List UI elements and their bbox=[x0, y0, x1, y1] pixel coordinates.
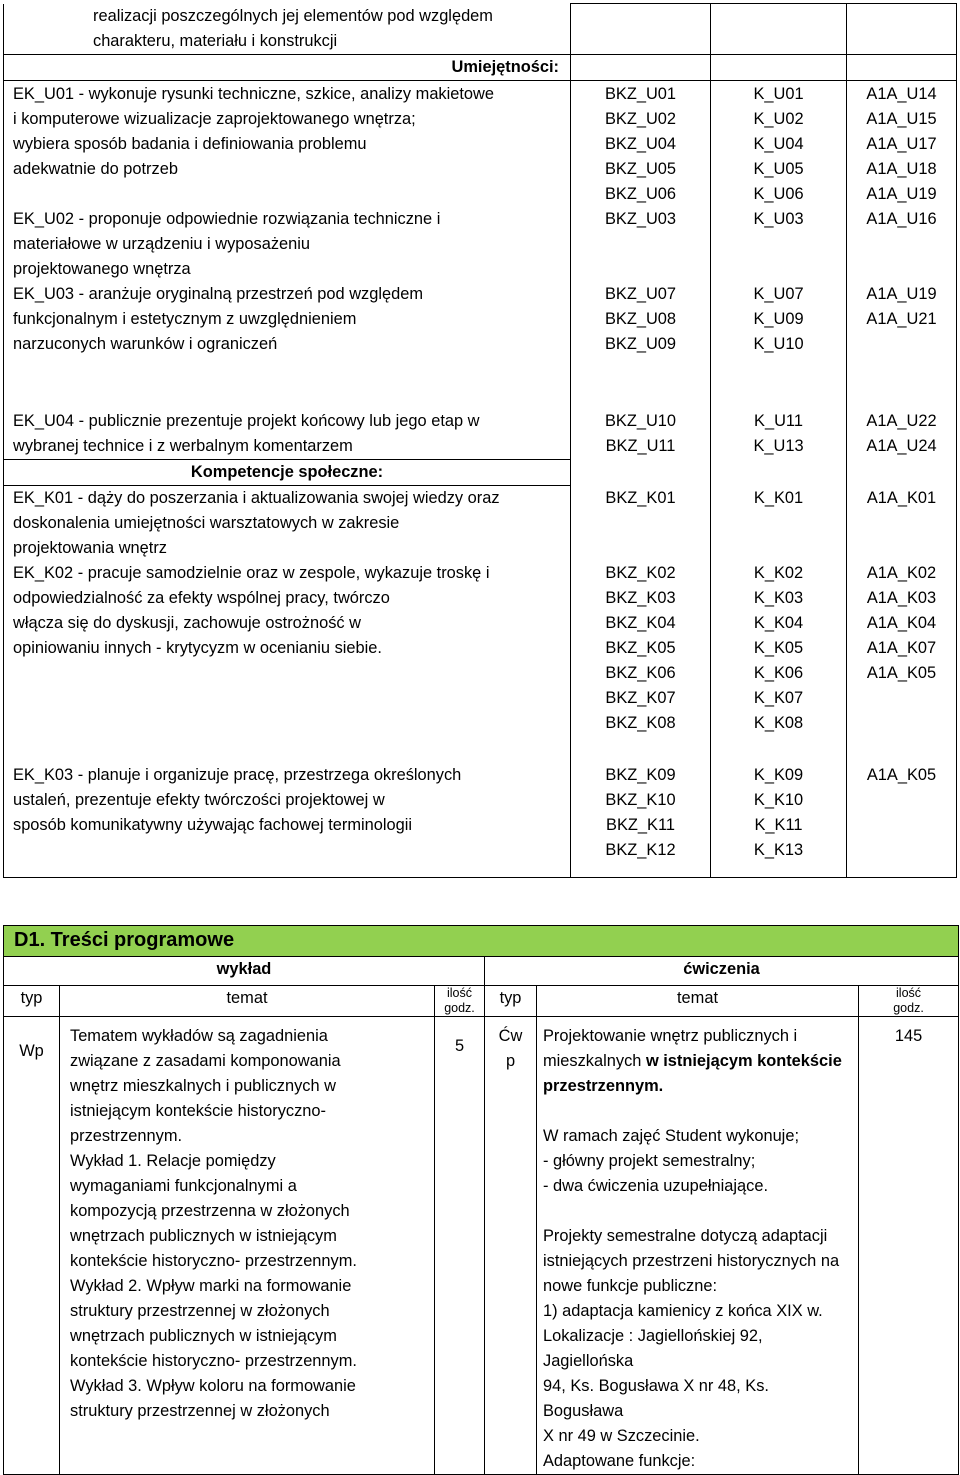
spacer bbox=[571, 232, 710, 257]
spacer bbox=[847, 511, 956, 536]
a1a-code: A1A_K03 bbox=[866, 588, 937, 607]
bkz-code: BKZ_K11 bbox=[606, 815, 675, 834]
a1a-code: A1A_U19 bbox=[866, 285, 937, 303]
a1a-codes bbox=[847, 82, 956, 455]
description-line: projektowanego wnętrza bbox=[13, 260, 191, 278]
exercise-line: Projekty semestralne dotyczą adaptacji bbox=[543, 1227, 828, 1245]
exercise-text-bold: w istniejącym kontekście bbox=[645, 1052, 842, 1070]
skills-heading: Umiejętności: bbox=[4, 55, 571, 81]
k-code: K_U02 bbox=[753, 110, 804, 128]
outcome-text: pracuje samodzielnie oraz w zespole, wykazuje troskę i bbox=[83, 564, 490, 582]
lecture-line: Tematem wykładów są zagadnienia bbox=[70, 1027, 328, 1045]
exercise-text: mieszkalnych bbox=[543, 1052, 646, 1070]
spacer bbox=[4, 357, 570, 409]
spacer bbox=[93, 182, 564, 207]
outcome-description-group bbox=[4, 81, 571, 460]
outcome-code: EK_K01 - bbox=[13, 489, 84, 507]
section-title: D1. Treści programowe bbox=[4, 926, 959, 957]
bkz-code: BKZ_K06 bbox=[605, 663, 676, 682]
lecture-line: struktury przestrzennej w złożonych bbox=[70, 1402, 330, 1420]
k-code: K_K13 bbox=[753, 840, 804, 859]
spacer bbox=[847, 357, 956, 409]
spacer bbox=[571, 863, 710, 877]
exercise-type bbox=[485, 1017, 537, 1475]
exercise-topic bbox=[537, 1017, 859, 1475]
table-row bbox=[4, 55, 957, 81]
outcome-description bbox=[4, 561, 570, 736]
lecture-lines bbox=[70, 1024, 428, 1424]
outcome-description bbox=[4, 763, 570, 863]
bkz-code: BKZ_U04 bbox=[604, 135, 677, 153]
outcome-code: EK_K02 - bbox=[13, 564, 84, 582]
empty-cell bbox=[711, 460, 847, 486]
description-line bbox=[13, 763, 564, 788]
col-type: typ bbox=[4, 986, 60, 1017]
a1a-code: A1A_K05 bbox=[866, 765, 937, 784]
exercise-line: 94, Ks. Bogusława X nr 48, Ks. Bogusława bbox=[543, 1377, 769, 1420]
bkz-code: BKZ_U05 bbox=[604, 160, 677, 178]
exercise-block bbox=[543, 1224, 852, 1474]
spacer bbox=[93, 711, 564, 736]
bkz-code: BKZ_K09 bbox=[605, 765, 676, 784]
exercise-block bbox=[543, 1124, 852, 1199]
spacer bbox=[571, 536, 710, 561]
spacer bbox=[543, 1199, 852, 1224]
a1a-code: A1A_U24 bbox=[866, 437, 937, 455]
a1a-code: A1A_U19 bbox=[866, 185, 937, 203]
k-code: K_K09 bbox=[753, 765, 804, 784]
bkz-code: BKZ_U11 bbox=[605, 437, 676, 455]
spacer bbox=[847, 863, 956, 877]
exercise-line: - dwa ćwiczenia uzupełniające. bbox=[543, 1177, 769, 1195]
k-code: K_U04 bbox=[753, 135, 804, 153]
lecture-line: istniejącym kontekście historyczno- bbox=[70, 1102, 326, 1120]
a1a-codes-column bbox=[847, 81, 957, 460]
exercise-line: przestrzennym. bbox=[543, 1077, 664, 1095]
outcome-text: proponuje odpowiednie rozwiązania techniczne i bbox=[84, 210, 441, 228]
bkz-codes-column bbox=[571, 486, 711, 878]
table-row bbox=[4, 460, 957, 486]
outcome-description bbox=[4, 486, 570, 561]
bkz-code: BKZ_U09 bbox=[604, 335, 677, 353]
k-code: K_K07 bbox=[753, 688, 804, 707]
description-line: włącza się do dyskusji, zachowuje ostrożność w bbox=[13, 614, 361, 632]
k-code: K_K11 bbox=[754, 815, 803, 834]
outcome-code: EK_U03 - bbox=[13, 285, 85, 303]
exercise-line: istniejących przestrzeni historycznych na bbox=[543, 1252, 840, 1270]
description-line bbox=[13, 82, 564, 107]
outcome-code: EK_U01 - bbox=[13, 85, 85, 103]
description-line: funkcjonalnym i estetycznym z uwzględnieniem bbox=[13, 310, 357, 328]
table-row bbox=[4, 986, 959, 1017]
k-code: K_K04 bbox=[753, 613, 804, 632]
spacer bbox=[711, 257, 846, 282]
col-hours-line: godz. bbox=[444, 1001, 475, 1015]
table-row bbox=[4, 957, 959, 986]
k-code: K_U01 bbox=[753, 85, 804, 103]
k-codes bbox=[711, 82, 846, 455]
exercise-line: W ramach zajęć Student wykonuje; bbox=[543, 1127, 799, 1145]
k-code: K_K05 bbox=[753, 638, 804, 657]
outcome-text: aranżuje oryginalną przestrzeń pod względem bbox=[84, 285, 423, 303]
a1a-codes bbox=[847, 486, 956, 784]
spacer bbox=[4, 736, 570, 763]
lecture-type: Wp bbox=[4, 1017, 60, 1475]
k-code: K_U09 bbox=[753, 310, 804, 328]
bkz-code: BKZ_U02 bbox=[604, 110, 677, 128]
table-row bbox=[4, 1017, 959, 1475]
spacer bbox=[847, 536, 956, 561]
k-codes bbox=[711, 486, 846, 859]
a1a-code: A1A_U16 bbox=[866, 210, 937, 228]
spacer bbox=[711, 511, 846, 536]
spacer bbox=[847, 711, 956, 736]
description-line: opiniowaniu innych - krytycyzm w ocenianiu siebie. bbox=[13, 639, 382, 657]
description-line: charakteru, materiału i konstrukcji bbox=[93, 31, 338, 50]
spacer bbox=[847, 788, 956, 813]
lecture-topic bbox=[60, 1017, 435, 1475]
k-code: K_K01 bbox=[753, 488, 804, 507]
spacer bbox=[4, 863, 570, 877]
outcome-code: EK_U02 - bbox=[13, 210, 85, 228]
spacer bbox=[571, 257, 710, 282]
table-row bbox=[4, 926, 959, 957]
spacer bbox=[93, 686, 564, 711]
spacer bbox=[847, 813, 956, 838]
description-line bbox=[13, 207, 564, 232]
spacer bbox=[847, 838, 956, 863]
a1a-codes-column bbox=[847, 486, 957, 878]
lecture-header: wykład bbox=[4, 957, 485, 986]
k-codes-column bbox=[711, 81, 847, 460]
table-row bbox=[4, 4, 957, 55]
a1a-code: A1A_U15 bbox=[866, 110, 937, 128]
exercise-line: Lokalizacje : Jagiellońskiej 92, Jagiellońska bbox=[543, 1327, 763, 1370]
a1a-cell bbox=[847, 4, 957, 55]
bkz-code: BKZ_K01 bbox=[605, 488, 676, 507]
outcome-description bbox=[4, 409, 570, 459]
lecture-line: Wykład 3. Wpływ koloru na formowanie bbox=[70, 1377, 356, 1395]
lecture-line: Wykład 2. Wpływ marki na formowanie bbox=[70, 1277, 352, 1295]
spacer bbox=[571, 357, 710, 409]
bkz-code: BKZ_K12 bbox=[605, 840, 676, 859]
description-line: narzuconych warunków i ograniczeń bbox=[13, 335, 278, 353]
description-line bbox=[13, 486, 564, 511]
lecture-line: przestrzennym. bbox=[70, 1127, 183, 1145]
spacer bbox=[711, 357, 846, 409]
lecture-line: wymaganiami funkcjonalnymi a bbox=[70, 1177, 297, 1195]
a1a-code: A1A_U14 bbox=[866, 85, 937, 103]
outcome-text: publicznie prezentuje projekt końcowy lub jego etap w bbox=[84, 412, 480, 430]
lecture-line: Wykład 1. Relacje pomiędzy bbox=[70, 1152, 276, 1170]
spacer bbox=[711, 232, 846, 257]
description-line: wybiera sposób badania i definiowania problemu bbox=[13, 135, 367, 153]
a1a-code: A1A_K05 bbox=[866, 663, 937, 682]
bkz-code: BKZ_K08 bbox=[605, 713, 676, 732]
lecture-line: wnętrzach publicznych w istniejącym bbox=[70, 1327, 337, 1345]
exercise-line: - główny projekt semestralny; bbox=[543, 1152, 756, 1170]
a1a-code: A1A_U21 bbox=[866, 310, 937, 328]
lecture-line: związane z zasadami komponowania bbox=[70, 1052, 341, 1070]
exercise-line: 1) adaptacja kamienicy z końca XIX w. bbox=[543, 1302, 823, 1320]
bkz-cell bbox=[571, 4, 711, 55]
bkz-code: BKZ_K07 bbox=[605, 688, 676, 707]
outcome-description bbox=[4, 82, 570, 207]
col-type: typ bbox=[485, 986, 537, 1017]
spacer bbox=[847, 232, 956, 257]
spacer bbox=[711, 863, 846, 877]
outcome-description-group bbox=[4, 486, 571, 878]
bkz-code: BKZ_U03 bbox=[604, 210, 677, 228]
k-code: K_K03 bbox=[753, 588, 804, 607]
bkz-code: BKZ_K04 bbox=[605, 613, 676, 632]
col-hours bbox=[859, 986, 959, 1017]
col-hours bbox=[435, 986, 485, 1017]
spacer bbox=[711, 736, 846, 763]
spacer bbox=[543, 1099, 852, 1124]
outcome-code: EK_K03 - bbox=[13, 766, 84, 784]
spacer bbox=[93, 838, 564, 863]
k-code: K_U07 bbox=[753, 285, 804, 303]
lecture-line: kontekście historyczno- przestrzennym. bbox=[70, 1252, 357, 1270]
lecture-line: kompozycją przestrzenna w złożonych bbox=[70, 1202, 350, 1220]
bkz-code: BKZ_K02 bbox=[605, 563, 676, 582]
exercise-line: Adaptowane funkcje: bbox=[543, 1452, 696, 1470]
exercise-line: nowe funkcje publiczne: bbox=[543, 1277, 718, 1295]
spacer bbox=[847, 686, 956, 711]
k-codes-column bbox=[711, 486, 847, 878]
a1a-code: A1A_U18 bbox=[866, 160, 937, 178]
k-code: K_U13 bbox=[753, 437, 804, 455]
col-hours-line: ilość bbox=[896, 986, 922, 1000]
exercise-type-line: p bbox=[505, 1052, 516, 1070]
a1a-code: A1A_K07 bbox=[866, 638, 937, 657]
exercise-hours: 145 bbox=[859, 1017, 959, 1475]
outcome-text: planuje i organizuje pracę, przestrzega określonych bbox=[83, 766, 462, 784]
outcome-description bbox=[4, 282, 570, 357]
lecture-hours: 5 bbox=[435, 1017, 485, 1475]
description-line bbox=[13, 409, 564, 434]
description-line bbox=[13, 561, 564, 586]
lecture-line: struktury przestrzennej w złożonych bbox=[70, 1302, 330, 1320]
description-line: projektowania wnętrz bbox=[13, 539, 167, 557]
exercise-header: ćwiczenia bbox=[485, 957, 959, 986]
table-row bbox=[4, 81, 957, 460]
bkz-code: BKZ_K10 bbox=[605, 790, 676, 809]
description-line: ustaleń, prezentuje efekty twórczości projektowej w bbox=[13, 791, 385, 809]
lecture-line: wnętrz mieszkalnych i publicznych w bbox=[70, 1077, 336, 1095]
empty-cell bbox=[711, 55, 847, 81]
bkz-code: BKZ_U08 bbox=[604, 310, 677, 328]
learning-outcomes-table bbox=[3, 3, 957, 878]
k-code: K_K10 bbox=[753, 790, 804, 809]
description-line: adekwatnie do potrzeb bbox=[13, 160, 178, 178]
spacer bbox=[847, 736, 956, 763]
a1a-code: A1A_U17 bbox=[866, 135, 937, 153]
bkz-code: BKZ_U10 bbox=[604, 412, 677, 430]
description-line: i komputerowe wizualizacje zaprojektowanego wnętrza; bbox=[13, 110, 416, 128]
empty-cell bbox=[847, 55, 957, 81]
spacer bbox=[571, 736, 710, 763]
lecture-line: kontekście historyczno- przestrzennym. bbox=[70, 1352, 357, 1370]
bkz-code: BKZ_U01 bbox=[604, 85, 677, 103]
bkz-codes bbox=[571, 486, 710, 859]
skills-descriptions bbox=[4, 82, 570, 459]
description-line bbox=[13, 282, 564, 307]
bkz-code: BKZ_K03 bbox=[605, 588, 676, 607]
description-line: wybranej technice i z werbalnym komentarzem bbox=[13, 437, 353, 455]
exercise-line: X nr 49 w Szczecinie. bbox=[543, 1427, 700, 1445]
empty-cell bbox=[571, 55, 711, 81]
spacer bbox=[847, 332, 956, 357]
outcome-text: wykonuje rysunki techniczne, szkice, analizy makietowe bbox=[84, 85, 495, 103]
k-code: K_U03 bbox=[753, 210, 804, 228]
spacer bbox=[711, 536, 846, 561]
k-code: K_K08 bbox=[753, 713, 804, 732]
outcome-code: EK_U04 - bbox=[13, 412, 85, 430]
exercise-line bbox=[543, 1049, 852, 1074]
empty-cell bbox=[571, 460, 711, 486]
bkz-code: BKZ_U07 bbox=[604, 285, 677, 303]
k-code: K_U06 bbox=[753, 185, 804, 203]
exercise-line: Projektowanie wnętrz publicznych i bbox=[543, 1027, 798, 1045]
k-code: K_K06 bbox=[753, 663, 804, 682]
lecture-line: wnętrzach publicznych w istniejącym bbox=[70, 1227, 337, 1245]
a1a-code: A1A_K04 bbox=[866, 613, 937, 632]
program-content-table bbox=[3, 925, 959, 1475]
a1a-code: A1A_K02 bbox=[866, 563, 937, 582]
social-heading: Kompetencje społeczne: bbox=[4, 460, 571, 486]
description-line: doskonalenia umiejętności warsztatowych w zakresie bbox=[13, 514, 400, 532]
k-cell bbox=[711, 4, 847, 55]
description-line: realizacji poszczególnych jej elementów pod względem bbox=[93, 6, 493, 25]
bkz-code: BKZ_U06 bbox=[604, 185, 677, 203]
bkz-codes-column bbox=[571, 81, 711, 460]
table-row bbox=[4, 486, 957, 878]
bkz-codes bbox=[571, 82, 710, 455]
outcome-description-continued bbox=[4, 4, 571, 55]
outcome-text: dąży do poszerzania i aktualizowania swojej wiedzy oraz bbox=[83, 489, 500, 507]
col-topic: temat bbox=[537, 986, 859, 1017]
empty-cell bbox=[847, 460, 957, 486]
spacer bbox=[847, 257, 956, 282]
description-line: odpowiedzialność za efekty wspólnej pracy, twórczo bbox=[13, 589, 390, 607]
spacer bbox=[571, 511, 710, 536]
a1a-code: A1A_U22 bbox=[866, 412, 937, 430]
col-topic: temat bbox=[60, 986, 435, 1017]
col-hours-line: ilość bbox=[446, 986, 472, 1000]
k-code: K_U05 bbox=[753, 160, 804, 178]
outcome-description bbox=[4, 207, 570, 282]
k-code: K_U11 bbox=[754, 412, 803, 430]
k-code: K_U10 bbox=[753, 335, 804, 353]
social-descriptions bbox=[4, 486, 570, 877]
col-hours-line: godz. bbox=[893, 1001, 924, 1015]
description-line: materiałowe w urządzeniu i wyposażeniu bbox=[13, 235, 311, 253]
bkz-code: BKZ_K05 bbox=[605, 638, 676, 657]
a1a-code: A1A_K01 bbox=[866, 488, 937, 507]
exercise-type-line: Ćw bbox=[498, 1027, 523, 1045]
description-line: sposób komunikatywny używając fachowej terminologii bbox=[13, 816, 413, 834]
spacer bbox=[93, 661, 564, 686]
k-code: K_K02 bbox=[753, 563, 804, 582]
